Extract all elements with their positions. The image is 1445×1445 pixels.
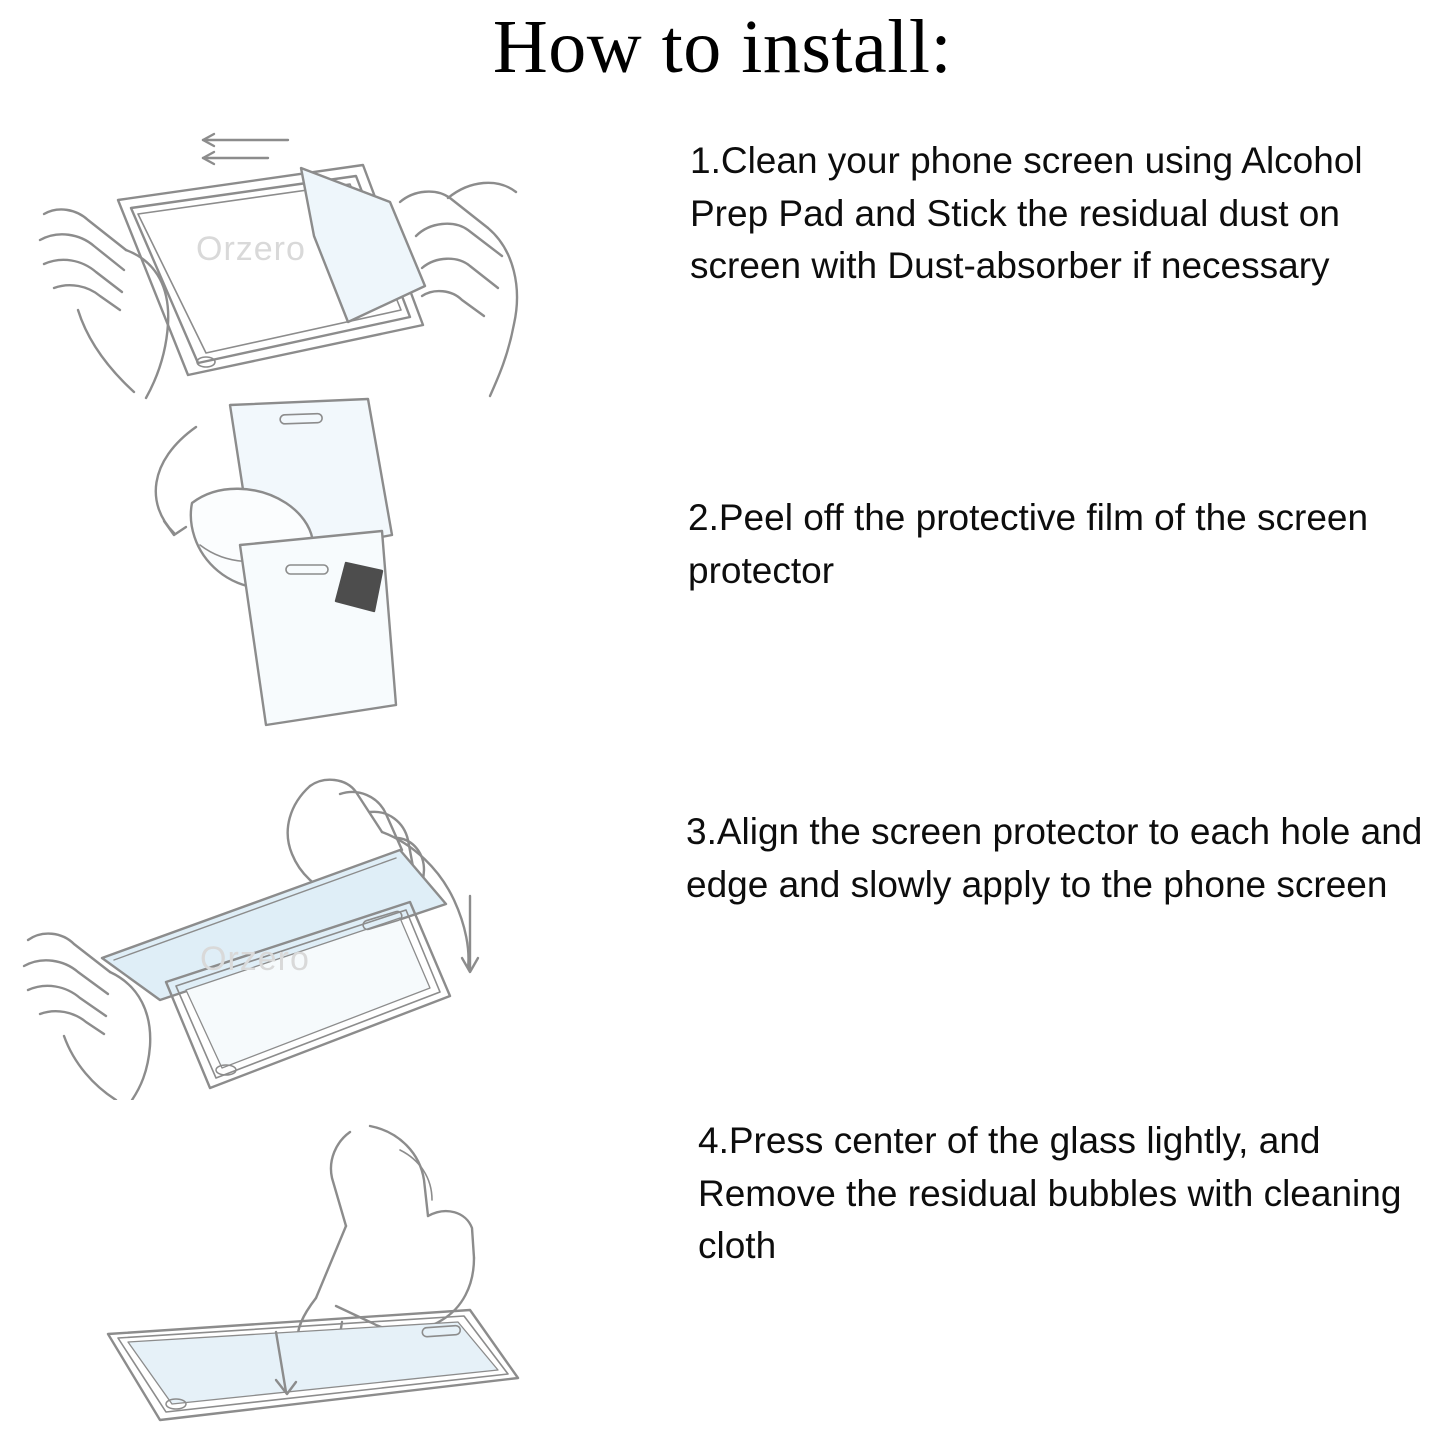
page-title: How to install: bbox=[492, 5, 953, 89]
step-4-text: 4.Press center of the glass lightly, and Remove the residual bubbles with cleaning cloth bbox=[698, 1120, 1402, 1267]
step-1-text: 1.Clean your phone screen using Alcohol Prep Pad and Stick the residual dust on screen with Dust-absorber if necessary bbox=[690, 140, 1363, 287]
press-center-illustration bbox=[70, 1120, 630, 1445]
step-2-text: 2.Peel off the protective film of the screen protector bbox=[688, 497, 1369, 591]
watermark-text: Orzero bbox=[196, 230, 306, 268]
peel-protective-film-illustration bbox=[130, 395, 590, 760]
down-arrow-icon bbox=[462, 896, 478, 972]
phone-outline bbox=[108, 1310, 518, 1420]
align-protector-illustration bbox=[10, 770, 670, 1105]
wipe-phone-screen-illustration bbox=[18, 110, 658, 405]
cleaning-cloth bbox=[301, 168, 425, 322]
step-3-text: 3.Align the screen protector to each hole and edge and slowly apply to the phone screen bbox=[686, 811, 1423, 905]
pull-tab bbox=[336, 563, 382, 611]
direction-arrows-icon bbox=[203, 134, 288, 164]
protector-lower-panel bbox=[240, 531, 396, 725]
watermark-text: Orzero bbox=[200, 940, 310, 978]
